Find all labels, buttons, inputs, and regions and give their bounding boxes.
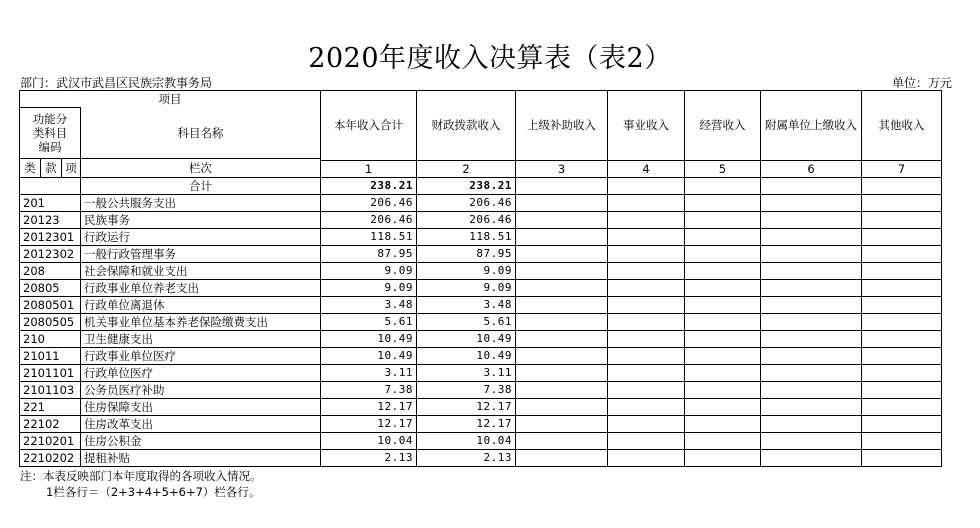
row-value-4 bbox=[608, 211, 685, 228]
row-value-3 bbox=[516, 330, 608, 347]
row-value-3 bbox=[516, 194, 608, 211]
row-subject-name: 住房保障支出 bbox=[81, 398, 321, 415]
row-value-7 bbox=[862, 211, 942, 228]
row-value-4 bbox=[608, 313, 685, 330]
department-label: 部门：武汉市武昌区民族宗教事务局 bbox=[20, 76, 213, 90]
row-subject-name: 行政事业单位养老支出 bbox=[81, 279, 321, 296]
row-value-7 bbox=[862, 415, 942, 432]
row-value-2: 10.49 bbox=[417, 330, 516, 347]
row-value-4 bbox=[608, 330, 685, 347]
row-value-1: 9.09 bbox=[321, 279, 417, 296]
col-number-5: 5 bbox=[685, 160, 761, 177]
row-value-5 bbox=[685, 364, 761, 381]
row-value-1: 7.38 bbox=[321, 381, 417, 398]
row-value-5 bbox=[685, 415, 761, 432]
total-value-5 bbox=[685, 177, 761, 194]
row-value-1: 87.95 bbox=[321, 245, 417, 262]
row-value-6 bbox=[761, 347, 862, 364]
table-row bbox=[20, 228, 942, 245]
header-item: 项目 bbox=[20, 91, 321, 108]
header-col-label: 栏次 bbox=[81, 160, 321, 177]
header-col-1: 本年收入合计 bbox=[321, 91, 417, 161]
table-row bbox=[20, 415, 942, 432]
row-code: 22102 bbox=[20, 415, 81, 432]
row-value-3 bbox=[516, 364, 608, 381]
row-value-2: 2.13 bbox=[417, 449, 516, 466]
row-subject-name: 行政单位离退休 bbox=[81, 296, 321, 313]
row-value-5 bbox=[685, 330, 761, 347]
col-number-2: 2 bbox=[417, 160, 516, 177]
notes bbox=[20, 468, 262, 500]
header-kuan: 款 bbox=[41, 159, 62, 178]
row-value-6 bbox=[761, 279, 862, 296]
row-code: 2210201 bbox=[20, 432, 81, 449]
row-value-7 bbox=[862, 245, 942, 262]
row-value-7 bbox=[862, 313, 942, 330]
total-row bbox=[20, 177, 942, 194]
row-value-7 bbox=[862, 228, 942, 245]
row-code: 2101101 bbox=[20, 364, 81, 381]
header-col-4: 事业收入 bbox=[608, 91, 685, 161]
row-value-4 bbox=[608, 228, 685, 245]
row-value-3 bbox=[516, 296, 608, 313]
row-value-2: 12.17 bbox=[417, 398, 516, 415]
row-code: 2080501 bbox=[20, 296, 81, 313]
row-value-2: 87.95 bbox=[417, 245, 516, 262]
row-subject-name: 行政单位医疗 bbox=[81, 364, 321, 381]
row-value-6 bbox=[761, 449, 862, 466]
header-col-6: 附属单位上缴收入 bbox=[761, 91, 862, 161]
table-row bbox=[20, 245, 942, 262]
row-value-6 bbox=[761, 194, 862, 211]
row-value-2: 7.38 bbox=[417, 381, 516, 398]
row-value-1: 206.46 bbox=[321, 211, 417, 228]
row-value-2: 206.46 bbox=[417, 211, 516, 228]
table-row bbox=[20, 313, 942, 330]
row-value-7 bbox=[862, 364, 942, 381]
table-row bbox=[20, 330, 942, 347]
row-subject-name: 公务员医疗补助 bbox=[81, 381, 321, 398]
row-value-6 bbox=[761, 415, 862, 432]
row-value-4 bbox=[608, 279, 685, 296]
row-value-7 bbox=[862, 432, 942, 449]
row-value-5 bbox=[685, 381, 761, 398]
col-number-1: 1 bbox=[321, 160, 417, 177]
table-row bbox=[20, 211, 942, 228]
row-code: 208 bbox=[20, 262, 81, 279]
row-code: 20123 bbox=[20, 211, 81, 228]
table-row bbox=[20, 279, 942, 296]
page-title: 2020年度收入决算表（表2） bbox=[308, 43, 672, 74]
row-code: 221 bbox=[20, 398, 81, 415]
row-value-7 bbox=[862, 279, 942, 296]
row-value-7 bbox=[862, 347, 942, 364]
row-code: 2012302 bbox=[20, 245, 81, 262]
total-value-3 bbox=[516, 177, 608, 194]
row-subject-name: 住房公积金 bbox=[81, 432, 321, 449]
row-subject-name: 住房改革支出 bbox=[81, 415, 321, 432]
row-value-6 bbox=[761, 330, 862, 347]
row-value-7 bbox=[862, 262, 942, 279]
row-value-4 bbox=[608, 415, 685, 432]
row-value-5 bbox=[685, 449, 761, 466]
row-value-3 bbox=[516, 262, 608, 279]
row-value-3 bbox=[516, 279, 608, 296]
row-value-2: 9.09 bbox=[417, 279, 516, 296]
total-value-6 bbox=[761, 177, 862, 194]
row-value-1: 9.09 bbox=[321, 262, 417, 279]
table-row bbox=[20, 262, 942, 279]
row-value-6 bbox=[761, 432, 862, 449]
row-value-2: 9.09 bbox=[417, 262, 516, 279]
row-value-3 bbox=[516, 211, 608, 228]
table-row bbox=[20, 296, 942, 313]
row-value-3 bbox=[516, 245, 608, 262]
row-value-4 bbox=[608, 296, 685, 313]
row-value-3 bbox=[516, 347, 608, 364]
header-col-5: 经营收入 bbox=[685, 91, 761, 161]
note-line-2: 1栏各行＝（2+3+4+5+6+7）栏各行。 bbox=[46, 485, 261, 499]
row-value-2: 10.49 bbox=[417, 347, 516, 364]
row-code: 2101103 bbox=[20, 381, 81, 398]
row-code: 2210202 bbox=[20, 449, 81, 466]
row-subject-name: 行政事业单位医疗 bbox=[81, 347, 321, 364]
row-value-5 bbox=[685, 245, 761, 262]
row-value-5 bbox=[685, 347, 761, 364]
row-value-1: 10.49 bbox=[321, 330, 417, 347]
row-value-1: 12.17 bbox=[321, 398, 417, 415]
row-value-6 bbox=[761, 262, 862, 279]
row-subject-name: 民族事务 bbox=[81, 211, 321, 228]
row-code: 2080505 bbox=[20, 313, 81, 330]
col-number-4: 4 bbox=[608, 160, 685, 177]
row-code: 201 bbox=[20, 194, 81, 211]
row-subject-name: 社会保障和就业支出 bbox=[81, 262, 321, 279]
col-number-3: 3 bbox=[516, 160, 608, 177]
income-table bbox=[19, 90, 942, 467]
row-subject-name: 提租补贴 bbox=[81, 449, 321, 466]
row-code: 210 bbox=[20, 330, 81, 347]
total-value-7 bbox=[862, 177, 942, 194]
row-value-5 bbox=[685, 211, 761, 228]
row-value-2: 118.51 bbox=[417, 228, 516, 245]
col-number-7: 7 bbox=[862, 160, 942, 177]
table-row bbox=[20, 381, 942, 398]
row-value-4 bbox=[608, 364, 685, 381]
row-value-6 bbox=[761, 398, 862, 415]
row-value-7 bbox=[862, 398, 942, 415]
table-row bbox=[20, 194, 942, 211]
row-value-5 bbox=[685, 279, 761, 296]
table-row bbox=[20, 347, 942, 364]
row-value-4 bbox=[608, 398, 685, 415]
row-value-3 bbox=[516, 381, 608, 398]
row-value-2: 3.11 bbox=[417, 364, 516, 381]
row-value-6 bbox=[761, 228, 862, 245]
row-value-6 bbox=[761, 296, 862, 313]
row-value-2: 3.48 bbox=[417, 296, 516, 313]
row-value-7 bbox=[862, 296, 942, 313]
header-xiang: 项 bbox=[62, 159, 81, 178]
row-value-6 bbox=[761, 313, 862, 330]
row-value-4 bbox=[608, 262, 685, 279]
table-row bbox=[20, 364, 942, 381]
row-code: 21011 bbox=[20, 347, 81, 364]
table-row bbox=[20, 398, 942, 415]
row-value-1: 3.48 bbox=[321, 296, 417, 313]
col-number-6: 6 bbox=[761, 160, 862, 177]
row-value-1: 3.11 bbox=[321, 364, 417, 381]
header-subject-name: 科目名称 bbox=[81, 108, 321, 159]
row-value-5 bbox=[685, 398, 761, 415]
row-value-2: 12.17 bbox=[417, 415, 516, 432]
row-value-7 bbox=[862, 449, 942, 466]
row-value-7 bbox=[862, 194, 942, 211]
header-col-2: 财政拨款收入 bbox=[417, 91, 516, 161]
unit-label: 单位：万元 bbox=[891, 76, 952, 90]
row-value-5 bbox=[685, 194, 761, 211]
row-value-3 bbox=[516, 432, 608, 449]
row-subject-name: 一般行政管理事务 bbox=[81, 245, 321, 262]
total-value-2: 238.21 bbox=[417, 177, 516, 194]
row-value-3 bbox=[516, 313, 608, 330]
row-value-1: 10.04 bbox=[321, 432, 417, 449]
row-value-7 bbox=[862, 330, 942, 347]
total-label: 合计 bbox=[81, 177, 321, 194]
row-value-4 bbox=[608, 432, 685, 449]
row-subject-name: 行政运行 bbox=[81, 228, 321, 245]
row-value-1: 206.46 bbox=[321, 194, 417, 211]
row-value-1: 12.17 bbox=[321, 415, 417, 432]
row-code: 20805 bbox=[20, 279, 81, 296]
row-value-2: 5.61 bbox=[417, 313, 516, 330]
row-value-6 bbox=[761, 364, 862, 381]
row-value-5 bbox=[685, 296, 761, 313]
row-value-7 bbox=[862, 381, 942, 398]
row-value-5 bbox=[685, 262, 761, 279]
header-col-3: 上级补助收入 bbox=[516, 91, 608, 161]
row-value-2: 206.46 bbox=[417, 194, 516, 211]
row-subject-name: 机关事业单位基本养老保险缴费支出 bbox=[81, 313, 321, 330]
row-value-4 bbox=[608, 449, 685, 466]
row-value-3 bbox=[516, 449, 608, 466]
header-func-code: 功能分类科目编码 bbox=[20, 108, 81, 159]
row-value-5 bbox=[685, 228, 761, 245]
row-value-4 bbox=[608, 245, 685, 262]
total-value-4 bbox=[608, 177, 685, 194]
row-value-4 bbox=[608, 194, 685, 211]
row-value-3 bbox=[516, 415, 608, 432]
total-value-1: 238.21 bbox=[321, 177, 417, 194]
table-row bbox=[20, 449, 942, 466]
row-subject-name: 卫生健康支出 bbox=[81, 330, 321, 347]
row-value-2: 10.04 bbox=[417, 432, 516, 449]
row-code: 2012301 bbox=[20, 228, 81, 245]
row-value-1: 10.49 bbox=[321, 347, 417, 364]
row-value-6 bbox=[761, 211, 862, 228]
row-value-5 bbox=[685, 313, 761, 330]
row-subject-name: 一般公共服务支出 bbox=[81, 194, 321, 211]
header-col-7: 其他收入 bbox=[862, 91, 942, 161]
header-lei: 类 bbox=[20, 159, 41, 178]
row-value-5 bbox=[685, 432, 761, 449]
row-value-3 bbox=[516, 398, 608, 415]
row-value-3 bbox=[516, 228, 608, 245]
row-value-6 bbox=[761, 245, 862, 262]
row-value-1: 5.61 bbox=[321, 313, 417, 330]
row-value-1: 118.51 bbox=[321, 228, 417, 245]
row-value-4 bbox=[608, 381, 685, 398]
row-value-4 bbox=[608, 347, 685, 364]
row-value-6 bbox=[761, 381, 862, 398]
note-line-1: 注：本表反映部门本年度取得的各项收入情况。 bbox=[20, 469, 262, 483]
table-row bbox=[20, 432, 942, 449]
row-value-1: 2.13 bbox=[321, 449, 417, 466]
